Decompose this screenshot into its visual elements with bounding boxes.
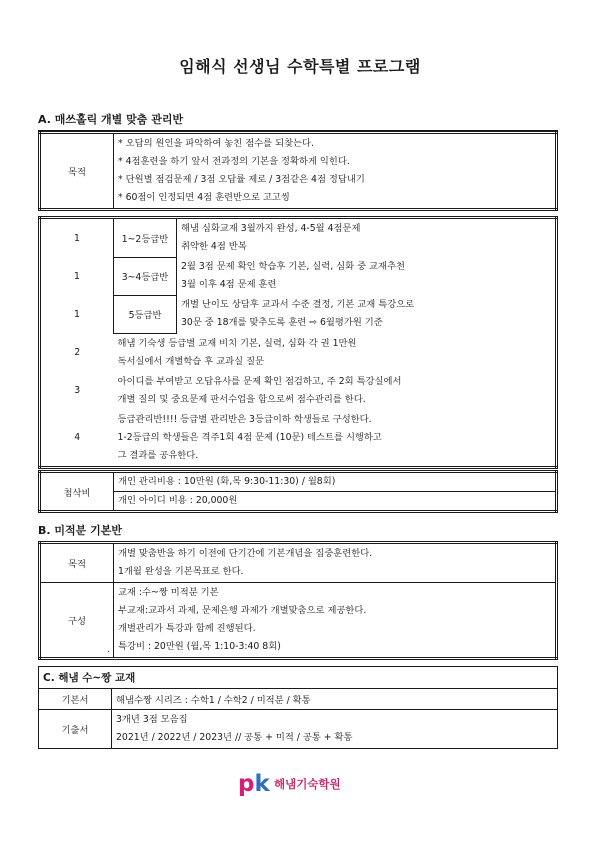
program-row [40, 410, 557, 468]
program-content [114, 372, 557, 410]
program-content [114, 333, 557, 372]
program-line: 취약한 4점 반복 [181, 241, 247, 252]
program-level: 3~4등급반 [114, 257, 177, 295]
purpose-label: 목적 [40, 133, 114, 210]
b-composition-line: 부교재:교과서 과제, 문제은행 과제가 개별맞춤으로 제공한다. [118, 605, 367, 616]
program-line: 개별 질의 및 중요문제 판서수업을 함으로써 점수관리를 한다. [117, 393, 366, 405]
purpose-line: * 4점훈련을 하기 앞서 전과정의 기본을 정확하게 익힌다. [118, 156, 350, 167]
c-past-content [112, 710, 558, 749]
program-row [40, 218, 557, 258]
b-composition-line: 특강비 : 20만원 (월,목 1:10-3:40 8회) [118, 641, 281, 652]
c-past-label: 기출서 [39, 710, 112, 749]
fee-line: 개인 관리비용 : 10만원 (화,목 9:30-11:30) / 월8회) [114, 473, 555, 492]
academy-logo-name: 해냄기숙학원 [274, 777, 341, 791]
section-a-fee-table [38, 470, 558, 513]
section-c-heading: C. 해냄 수~짱 교재 [39, 667, 558, 689]
b-composition-label: 구성 [68, 616, 86, 627]
program-content [114, 410, 557, 468]
program-content [177, 257, 557, 295]
section-b-table [38, 541, 558, 660]
b-purpose-line: 1개월 완성을 기본목표로 한다. [118, 566, 244, 577]
program-row [40, 257, 557, 295]
program-num: 4 [74, 432, 81, 443]
program-content [177, 218, 557, 258]
program-line: 1-2등급의 학생들은 격주1회 4점 문제 (10문) 테스트를 시행하고 [117, 431, 382, 443]
program-line: 3월 이후 4점 문제 훈련 [181, 279, 277, 290]
program-line: 독서실에서 개별학습 후 교과실 질문 [117, 355, 265, 367]
c-basic-label: 기본서 [39, 689, 112, 710]
program-row [40, 295, 557, 333]
b-composition-line: 교재 :수~짱 미적분 기본 [118, 587, 219, 598]
program-line: 30문 중 18개를 맞추도록 훈련 ⇨ 6월평가원 기준 [181, 317, 383, 328]
fee-content [114, 472, 557, 512]
c-past-line: 3개년 3점 모음집 [116, 714, 188, 725]
program-num: 3 [74, 385, 81, 396]
section-a-purpose-table [38, 131, 558, 211]
academy-logo [238, 773, 368, 799]
program-line: 아이디를 부여받고 오답유사를 문제 확인 점검하고, 주 2회 특강실에서 [117, 375, 402, 387]
program-line: 등급관리반!!!! 등급별 관리반은 3등급이하 학생들로 구성한다. [117, 413, 372, 425]
section-c-table [38, 666, 558, 749]
program-line: 해냄 기숙생 등급별 교재 비치 기본, 실력, 심화 각 권 1만원 [117, 337, 357, 349]
purpose-content [114, 133, 557, 210]
program-level: 1~2등급반 [114, 218, 177, 258]
program-num: 1 [74, 232, 80, 244]
b-composition-line: 개별관리가 특강과 함께 진행된다. [118, 623, 256, 634]
program-num: 1 [74, 270, 80, 282]
academy-logo-mark: pk [238, 771, 270, 797]
c-basic-text: 해냄수짱 시리즈 : 수학1 / 수학2 / 미적분 / 확통 [112, 689, 558, 710]
section-b-heading: B. 미적분 기본반 [38, 522, 558, 542]
program-line: 개별 난이도 상담후 교과서 수준 결정, 기본 교재 특강으로 [181, 299, 415, 310]
page-title: 임해식 선생님 수학특별 프로그램 [179, 57, 421, 76]
program-line: 그 결과를 공유한다. [117, 449, 199, 461]
b-purpose-line: 개별 맞춤반을 하기 이전에 단기간에 기본개념을 집중훈련한다. [118, 548, 373, 559]
b-composition-label-cell [40, 583, 114, 659]
b-purpose-label: 목적 [40, 543, 114, 583]
b-composition-mark: . [107, 645, 110, 655]
fee-line: 개인 아이디 비용 : 20,000원 [118, 495, 238, 506]
program-row [40, 333, 557, 372]
purpose-line: * 60점이 인정되면 4점 훈련반으로 고고씽 [118, 192, 290, 203]
section-a-program-table [38, 216, 558, 469]
program-num: 1 [74, 308, 80, 320]
fee-label: 첨삭비 [40, 472, 114, 512]
program-line: 해냄 심화교재 3월까지 완성, 4-5월 4점문제 [181, 223, 361, 234]
program-num: 2 [74, 346, 81, 358]
b-purpose-content [114, 543, 557, 583]
purpose-line: * 단원별 점검문제 / 3점 오답률 제로 / 3점같은 4점 정답내기 [118, 174, 365, 185]
program-content [177, 295, 557, 333]
section-a-heading: A. 매쓰홀릭 개별 맞춤 관리반 [38, 111, 558, 131]
program-level: 5등급반 [114, 295, 177, 333]
program-row [40, 372, 557, 410]
b-composition-content [114, 583, 557, 659]
purpose-line: * 오답의 원인을 파악하여 놓친 점수를 되찾는다. [118, 138, 314, 149]
c-past-line: 2021년 / 2022년 / 2023년 // 공통 + 미적 / 공통 + 확통 [116, 732, 353, 743]
program-line: 2월 3점 문제 확인 학습후 기본, 실력, 심화 중 교재추천 [181, 261, 405, 272]
